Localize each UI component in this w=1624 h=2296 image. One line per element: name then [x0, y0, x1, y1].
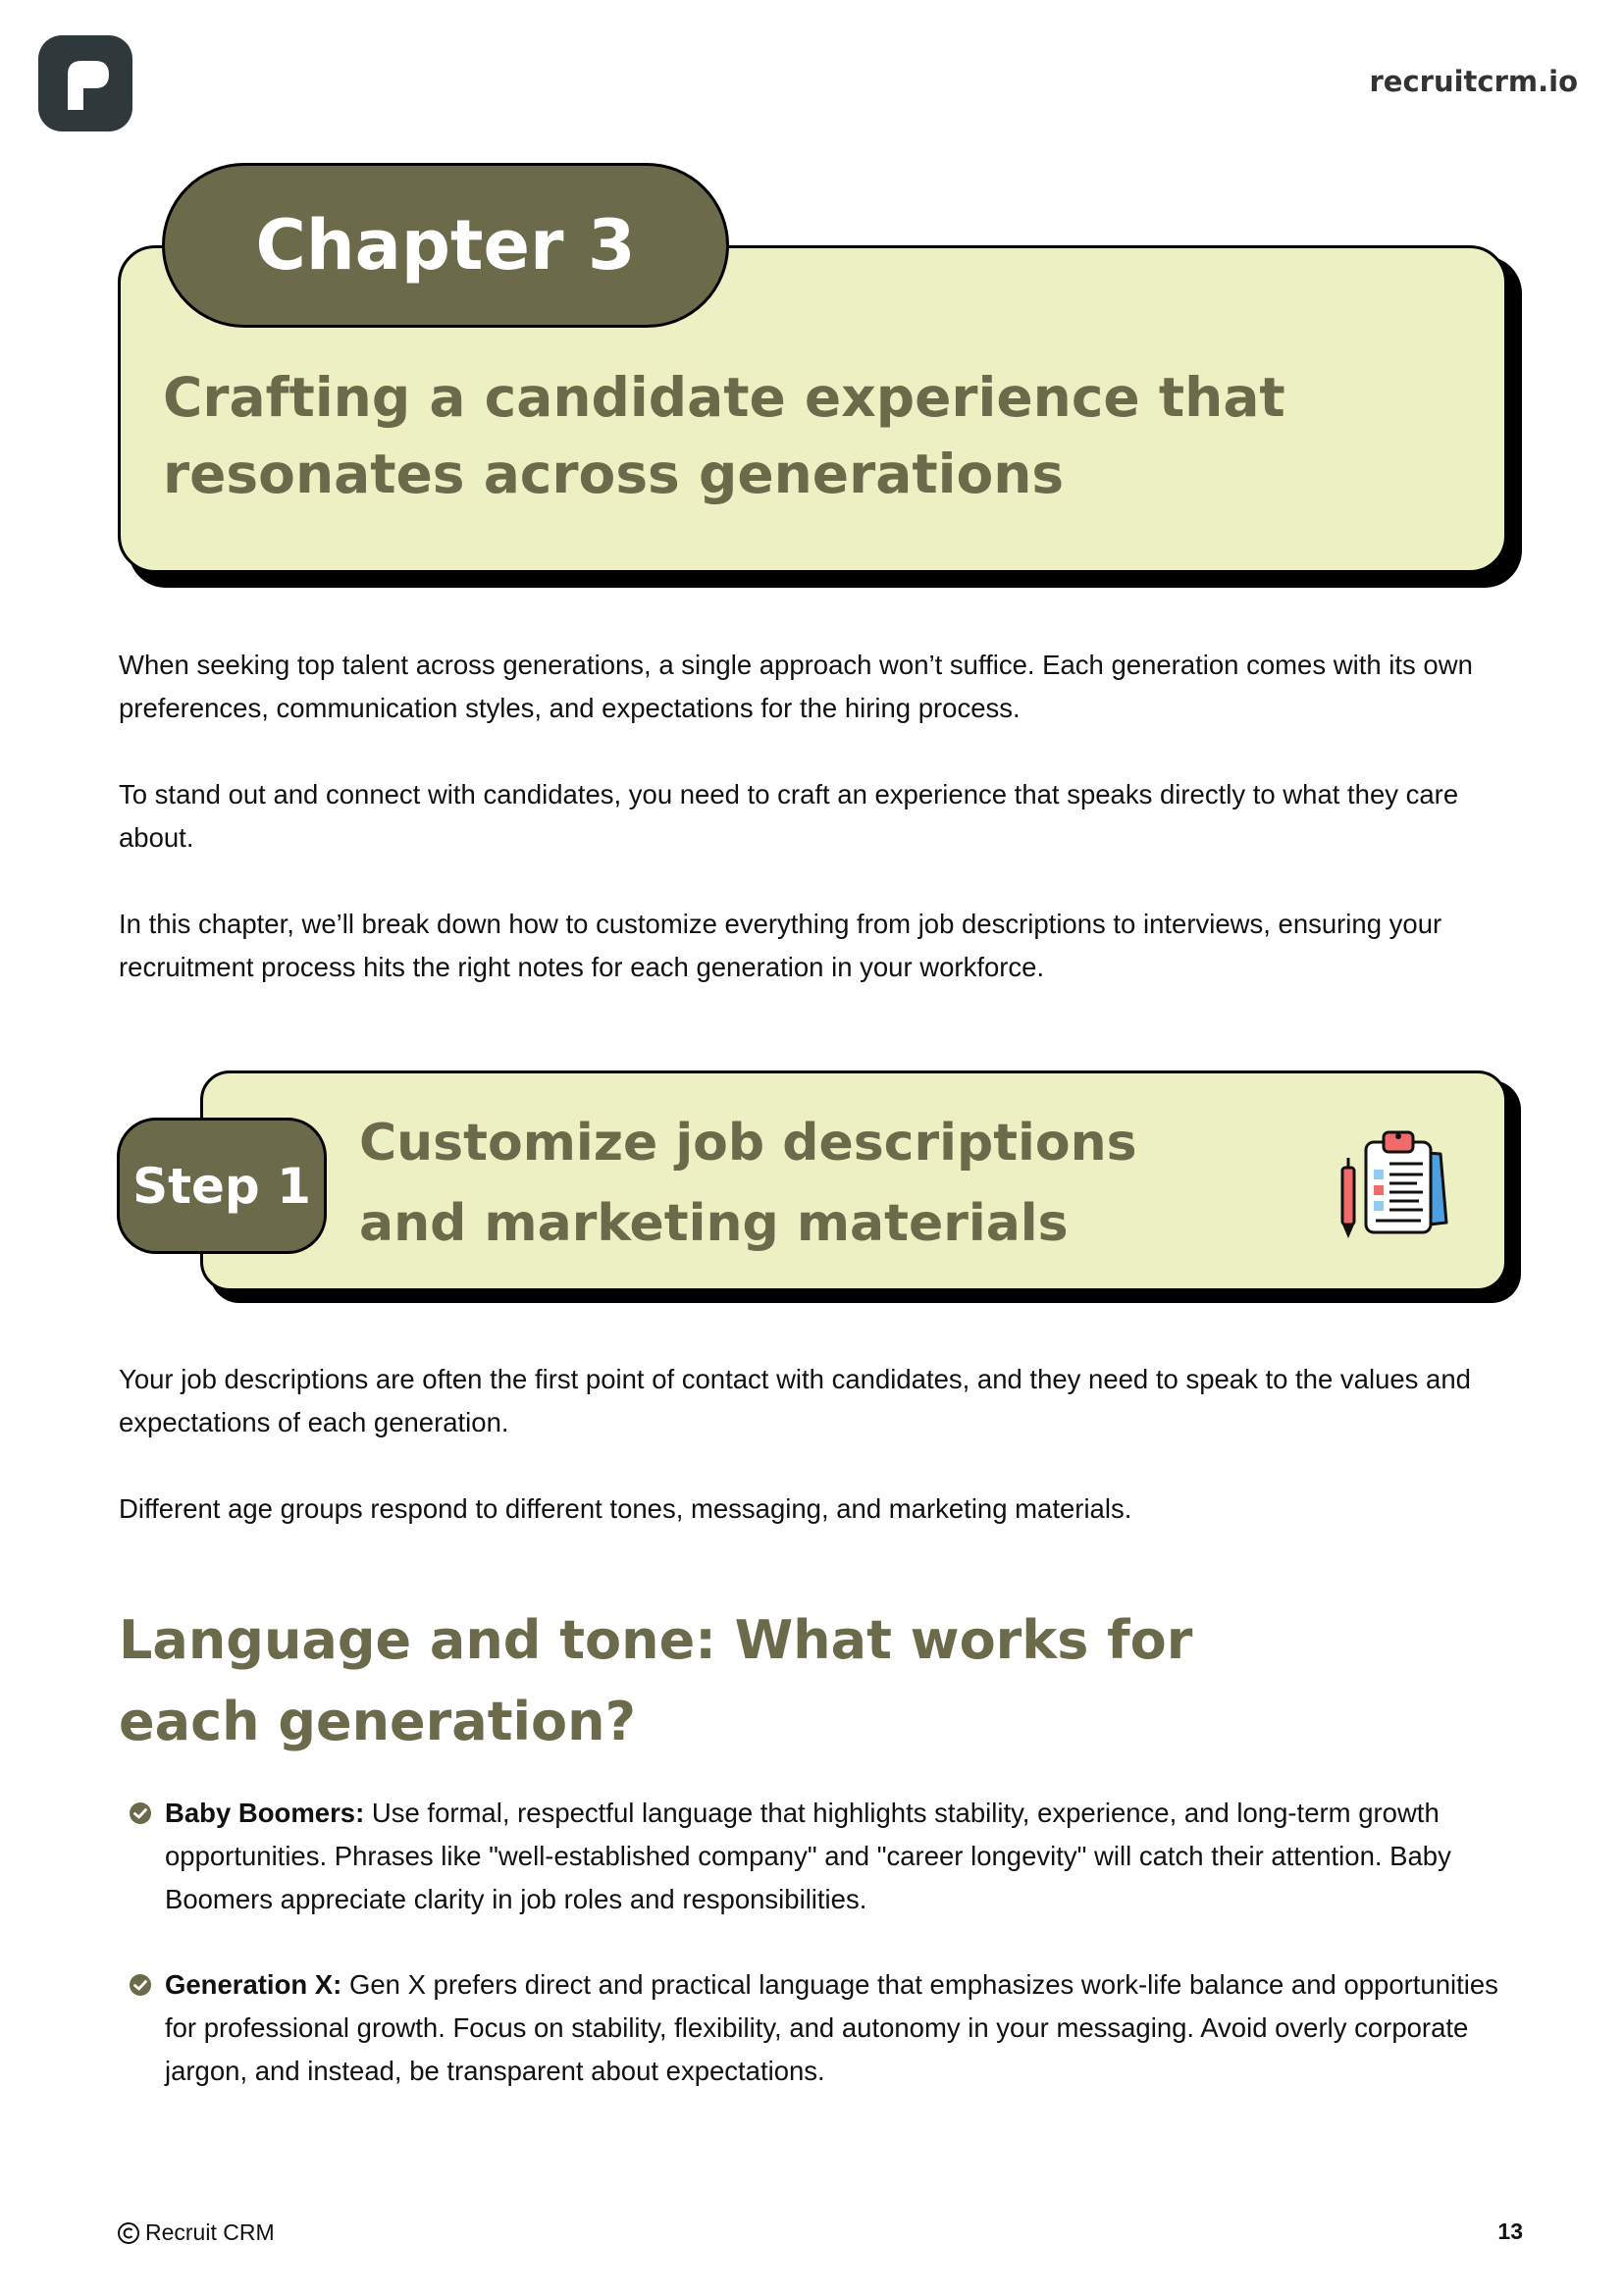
bullet-text: [165, 1963, 1522, 2093]
clipboard-document-icon: [1336, 1128, 1454, 1244]
chapter-label: Chapter 3: [255, 205, 636, 286]
bullet-description: Gen X prefers direct and practical language that emphasizes work-life balance and opportunities for professional growth. Focus on stability, flexibility, and autonomy in your messaging. Avoid overly corporate jargon, and instead, be transparent about expectations.: [165, 1969, 1498, 2086]
site-url[interactable]: recruitcrm.io: [1369, 65, 1578, 98]
bullet-description: Use formal, respectful language that highlights stability, experience, and long-term growth opportunities. Phrases like "well-established company" and "career longevity" will catch their attention. Baby Boomers appreciate clarity in job roles and responsibilities.: [165, 1798, 1451, 1914]
section-heading: Language and tone: What works for each generation?: [119, 1609, 1193, 1752]
list-item: [129, 1963, 1522, 2093]
bullet-term: Generation X:: [165, 1969, 342, 2000]
step-paragraph: Different age groups respond to different tones, messaging, and marketing materials.: [119, 1493, 1132, 1524]
step-paragraph: Your job descriptions are often the first point of contact with candidates, and they need to speak to the values and expectations of each generation.: [119, 1364, 1471, 1437]
step-label: Step 1: [132, 1157, 311, 1215]
chapter-title: Crafting a candidate experience that resonates across generations: [163, 366, 1285, 505]
check-circle-icon: [129, 1801, 152, 1825]
recruitcrm-logo: [38, 35, 132, 131]
intro-paragraph: To stand out and connect with candidates, you need to craft an experience that speaks directly to what they care about.: [119, 779, 1459, 853]
page-number: 13: [1497, 2218, 1523, 2244]
step-title: Customize job descriptions and marketing materials: [359, 1114, 1137, 1253]
copyright-icon: [117, 2221, 140, 2245]
check-circle-icon: [129, 1973, 152, 1997]
list-item: [129, 1792, 1522, 1921]
intro-paragraph: When seeking top talent across generations, a single approach won’t suffice. Each generation comes with its own preferences, communication styles, and expectations for the hiring process.: [119, 650, 1473, 723]
footer-copyright-text: Recruit CRM: [145, 2219, 275, 2245]
bullet-term: Baby Boomers:: [165, 1798, 365, 1828]
step-tab: [117, 1118, 327, 1254]
footer-copyright: [117, 2219, 275, 2246]
bullet-text: [165, 1792, 1522, 1921]
intro-paragraph: In this chapter, we’ll break down how to customize everything from job descriptions to interviews, ensuring your recruitment process hits the right notes for each generation in your workforce.: [119, 909, 1442, 982]
chapter-tab: [162, 163, 729, 328]
recruitcrm-r-logo-icon: [38, 35, 132, 131]
